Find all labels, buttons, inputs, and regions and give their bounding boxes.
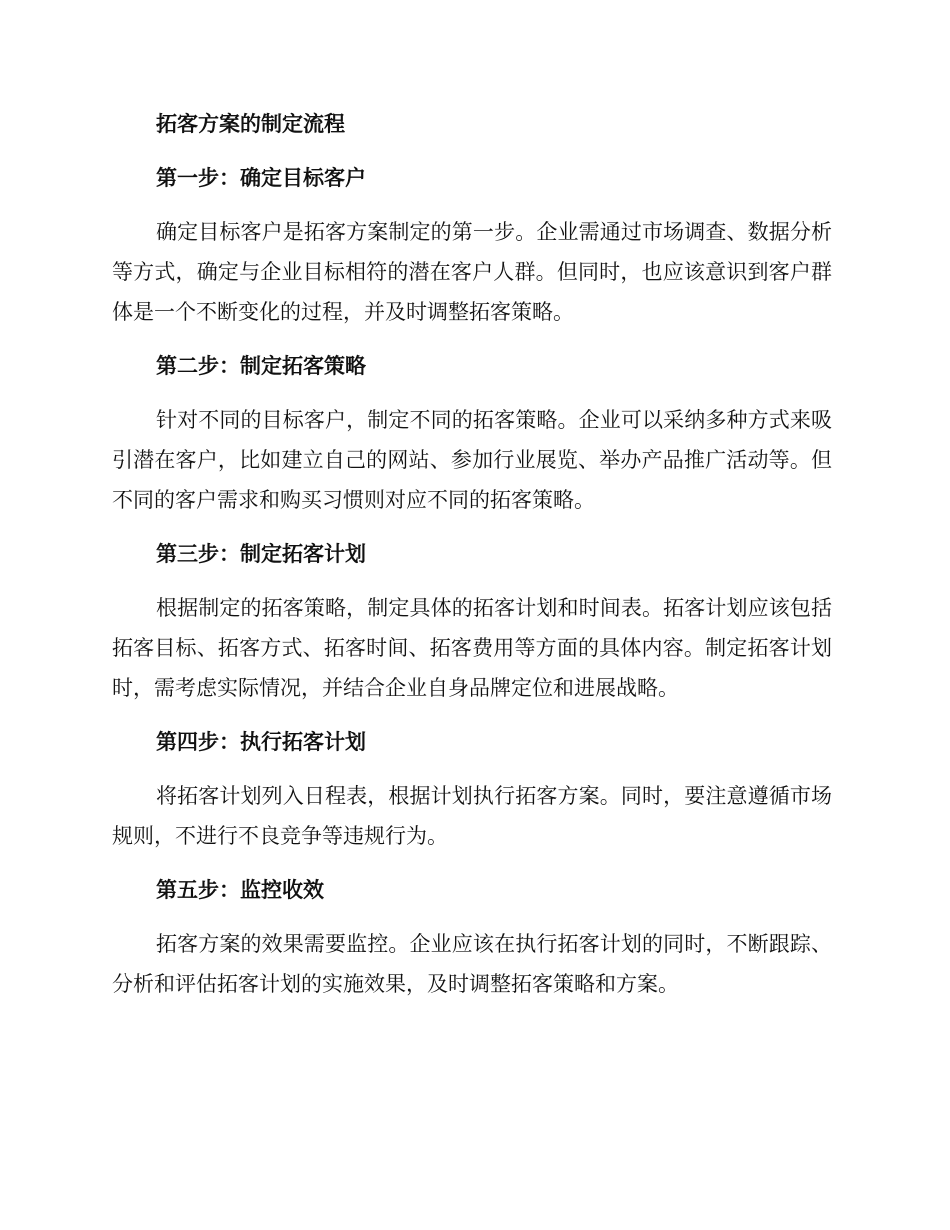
section-body: 针对不同的目标客户，制定不同的拓客策略。企业可以采纳多种方式来吸引潜在客户，比如建立自己的网站、参加行业展览、举办产品推广活动等。但不同的客户需求和购买习惯则对应不同的拓客策略。 bbox=[112, 408, 832, 512]
section-heading: 第一步：确定目标客户 bbox=[156, 165, 366, 190]
section-heading: 第三步：制定拓客计划 bbox=[156, 541, 366, 566]
section-body: 确定目标客户是拓客方案制定的第一步。企业需通过市场调查、数据分析等方式，确定与企业目标相符的潜在客户人群。但同时，也应该意识到客户群体是一个不断变化的过程，并及时调整拓客策略。 bbox=[112, 220, 832, 324]
section-body: 拓客方案的效果需要监控。企业应该在执行拓客计划的同时，不断跟踪、分析和评估拓客计划的实施效果，及时调整拓客策略和方案。 bbox=[112, 932, 832, 996]
document-content bbox=[112, 108, 832, 1022]
section-step-4 bbox=[112, 726, 832, 856]
section-step-2 bbox=[112, 350, 832, 520]
section-heading: 第四步：执行拓客计划 bbox=[156, 729, 366, 754]
section-step-1 bbox=[112, 162, 832, 332]
section-heading: 第五步：监控收效 bbox=[156, 877, 324, 902]
document-title: 拓客方案的制定流程 bbox=[156, 111, 345, 136]
section-body: 将拓客计划列入日程表，根据计划执行拓客方案。同时，要注意遵循市场规则，不进行不良竞争等违规行为。 bbox=[112, 784, 832, 848]
section-step-3 bbox=[112, 538, 832, 708]
section-body: 根据制定的拓客策略，制定具体的拓客计划和时间表。拓客计划应该包括拓客目标、拓客方式、拓客时间、拓客费用等方面的具体内容。制定拓客计划时，需考虑实际情况，并结合企业自身品牌定位和进展战略。 bbox=[112, 596, 832, 700]
section-heading: 第二步：制定拓客策略 bbox=[156, 353, 366, 378]
section-step-5 bbox=[112, 874, 832, 1004]
